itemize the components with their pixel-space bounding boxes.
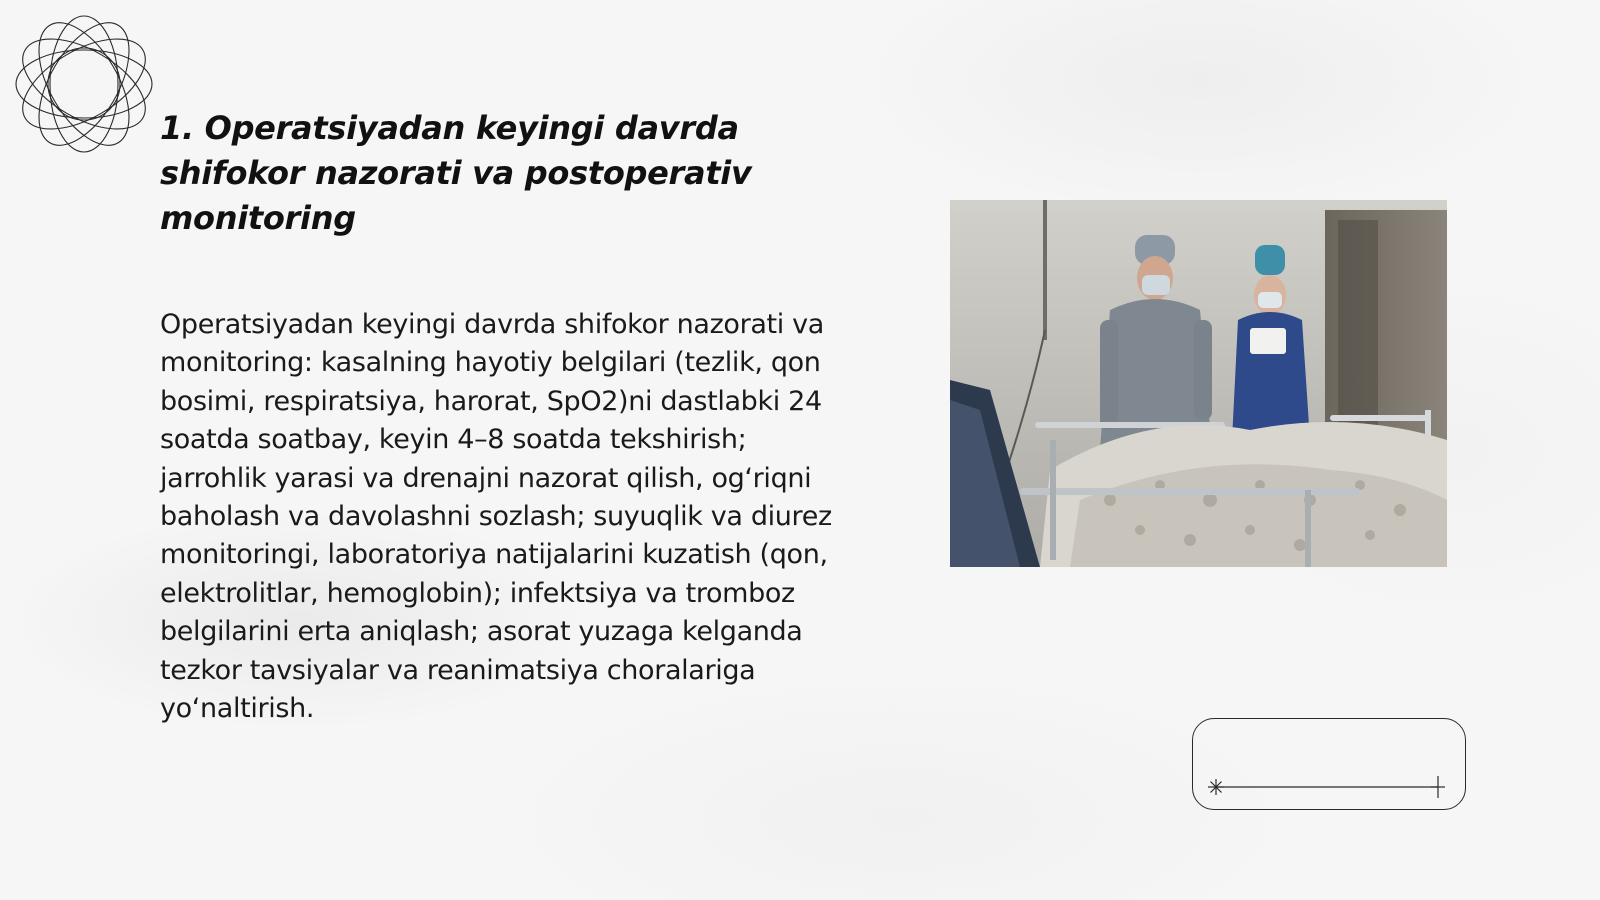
slide-title: 1. Operatsiyadan keyingi davrda shifokor nazorati va postoperativ monitoring xyxy=(160,109,752,237)
sparkle-star-icon xyxy=(1208,779,1224,795)
slide-body-text: Operatsiyadan keyingi davrda shifokor nazorati va monitoring: kasalning hayotiy belgilari (tezlik, qon bosimi, respiratsiya, harorat, SpO2)ni dastlabki 24 soatda soatbay, keyin 4–8 soatda tekshirish; jarrohlik yarasi va drenajni nazorat qilish, og‘riqni baholash va davolashni sozlash; suyuqlik va diurez monitoringi, laboratoriya natijalarini kuzatish (qon, elektrolitlar, hemoglobin); infektsiya va tromboz belgilarini erta aniqlash; asorat yuzaga kelganda tezkor tavsiyalar va reanimatsiya choralariga yo‘naltirish. xyxy=(160,309,832,725)
hospital-ward-photo xyxy=(950,200,1447,567)
hospital-ward-image xyxy=(950,200,1447,567)
plus-star-icon xyxy=(1431,776,1445,798)
circular-rosette-ornament-icon xyxy=(10,10,158,158)
decorative-line xyxy=(1204,775,1454,799)
